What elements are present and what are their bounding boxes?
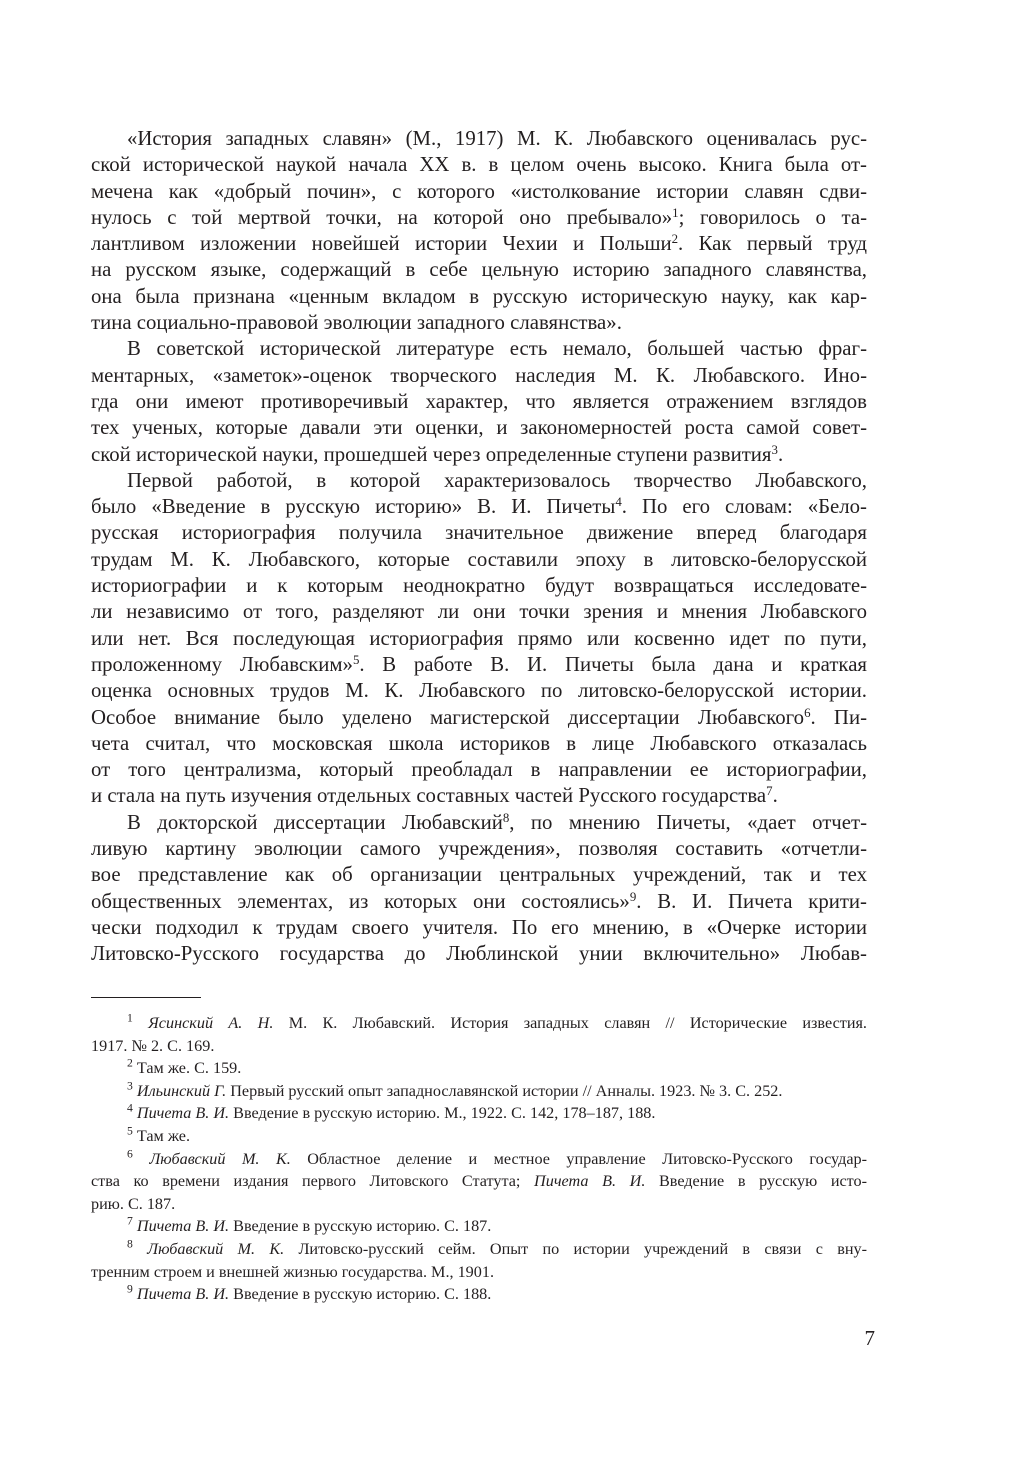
footnote-6-cont: рию. С. 187. bbox=[91, 1194, 176, 1213]
footnote-ref: 4 bbox=[615, 495, 622, 510]
footnote-6-cont: ства ко времени издания первого Литовского Статута; Пичета В. И. Введение в русскую исто- bbox=[91, 1172, 868, 1191]
text-line: тех ученых, которые давали эти оценки, и закономерностей роста самой совет- bbox=[91, 416, 867, 440]
footnote-5: $^5$ Там же. bbox=[127, 1124, 191, 1145]
text-line: или нет. Вся последующая историография прямо или косвенно идет по пути, bbox=[91, 626, 867, 650]
footnote-3: $^3$ Ильинский Г. Первый русский опыт западнославянской истории // Анналы. 1923. № 3. С. 252. bbox=[127, 1079, 783, 1100]
text-line: проложенному Любавским»$^5$. В работе В. И. Пичеты была дана и краткая bbox=[91, 652, 867, 676]
text-line: ской исторической наукой начала XX в. в целом очень высоко. Книга была от- bbox=[91, 153, 867, 177]
text-line: ли независимо от того, разделяют ли они точки зрения и мнения Любавского bbox=[91, 600, 867, 624]
text-line: мечена как «добрый почин», с которого «истолкование истории славян сдви- bbox=[91, 179, 867, 203]
text-line: русская историография получила значительное движение вперед благодаря bbox=[91, 521, 867, 545]
text-line: нулось с той мертвой точки, на которой оно пребывало»$^1$; говорилось о та- bbox=[91, 205, 867, 229]
text-line: историографии и к которым неоднократно будут возвращаться исследовате- bbox=[91, 574, 867, 598]
text-line: ментарных, «заметок»-оценок творческого наследия М. К. Любавского. Ино- bbox=[91, 363, 867, 387]
text-line: от того централизма, который преобладал в направлении ее историографии, bbox=[91, 758, 867, 782]
text-line: чета считал, что московская школа историков в лице Любавского отказалась bbox=[91, 731, 867, 755]
footnote-ref: 5 bbox=[352, 652, 360, 667]
footnote-9: $^9$ Пичета В. И. Введение в русскую историю. С. 188. bbox=[127, 1282, 492, 1304]
text-line: вое представление как об организации центральных учреждений, так и тех bbox=[91, 863, 867, 887]
footnote-ref: 3 bbox=[771, 442, 778, 457]
footnote-separator bbox=[91, 997, 201, 998]
text-line: общественных элементах, из которых они состоялись»$^9$. В. И. Пичета крити- bbox=[91, 889, 867, 913]
text-line: она была признана «ценным вкладом в русскую историческую науку, как кар- bbox=[91, 284, 867, 308]
footnote-ref: 8 bbox=[502, 810, 510, 825]
body-text bbox=[91, 126, 867, 968]
footnote-6: $^6$ Любавский М. К. Областное деление и местное управление Литовско-Русского государ- bbox=[127, 1147, 868, 1168]
text-line: было «Введение в русскую историю» В. И. Пичеты$^4$. По его словам: «Бело- bbox=[91, 495, 867, 519]
text-line: на русском языке, содержащий в себе цельную историю западного славянства, bbox=[91, 258, 867, 282]
footnote-4: $^4$ Пичета В. И. Введение в русскую историю. М., 1922. С. 142, 178–187, 188. bbox=[127, 1101, 656, 1123]
text-line: В докторской диссертации Любавский$^8$, по мнению Пичеты, «дает отчет- bbox=[127, 810, 867, 834]
footnote-7: $^7$ Пичета В. И. Введение в русскую историю. С. 187. bbox=[127, 1214, 492, 1236]
text-line: Первой работой, в которой характеризовалось творчество Любавского, bbox=[127, 468, 867, 492]
footnote-1: $^1$ Ясинский А. Н. М. К. Любавский. История западных славян // Исторические известия. bbox=[127, 1011, 867, 1032]
footnote-1-cont: 1917. № 2. С. 169. bbox=[91, 1036, 215, 1055]
text-line: «История западных славян» (М., 1917) М. К. Любавского оценивалась рус- bbox=[127, 127, 867, 150]
text-line: тина социально-правовой эволюции западного славянства». bbox=[91, 311, 622, 335]
footnotes bbox=[91, 1012, 867, 1306]
footnote-ref: 1 bbox=[672, 205, 679, 220]
text-line: чески подходил к трудам своего учителя. По его мнению, в «Очерке истории bbox=[91, 915, 867, 939]
footnote-ref: 9 bbox=[629, 889, 637, 904]
footnote-8-cont: тренним строем и внешней жизнью государства. М., 1901. bbox=[91, 1262, 495, 1281]
text-line: ской исторической науки, прошедшей через определенные ступени развития$^3$. bbox=[91, 442, 784, 466]
footnote-2: $^2$ Там же. С. 159. bbox=[127, 1056, 242, 1078]
footnote-8: $^8$ Любавский М. К. Литовско-русский сейм. Опыт по истории учреждений в связи с вну- bbox=[127, 1237, 867, 1258]
text-line: гда они имеют противоречивый характер, что является отражением взглядов bbox=[91, 389, 867, 413]
footnote-ref: 2 bbox=[671, 232, 679, 247]
page-number: 7 bbox=[864, 1326, 875, 1350]
text-line: оценка основных трудов М. К. Любавского по литовско-белорусской истории. bbox=[91, 679, 867, 703]
text-line: ливую картину эволюции самого учреждения», позволяя составить «отчетли- bbox=[91, 837, 867, 861]
text-line: трудам М. К. Любавского, которые составили эпоху в литовско-белорусской bbox=[91, 547, 867, 571]
text-line: лантливом изложении новейшей истории Чехии и Польши$^2$. Как первый труд bbox=[91, 232, 867, 256]
footnote-ref: 6 bbox=[804, 705, 811, 720]
text-line: Особое внимание было уделено магистерской диссертации Любавского$^6$. Пи- bbox=[91, 705, 867, 729]
text-line: Литовско-Русского государства до Люблинской унии включительно» Любав- bbox=[91, 942, 867, 966]
text-line: В советской исторической литературе есть немало, большей частью фраг- bbox=[127, 337, 867, 361]
text-line: и стала на путь изучения отдельных составных частей Русского государства$^7$. bbox=[91, 784, 778, 808]
footnote-ref: 7 bbox=[766, 784, 773, 799]
